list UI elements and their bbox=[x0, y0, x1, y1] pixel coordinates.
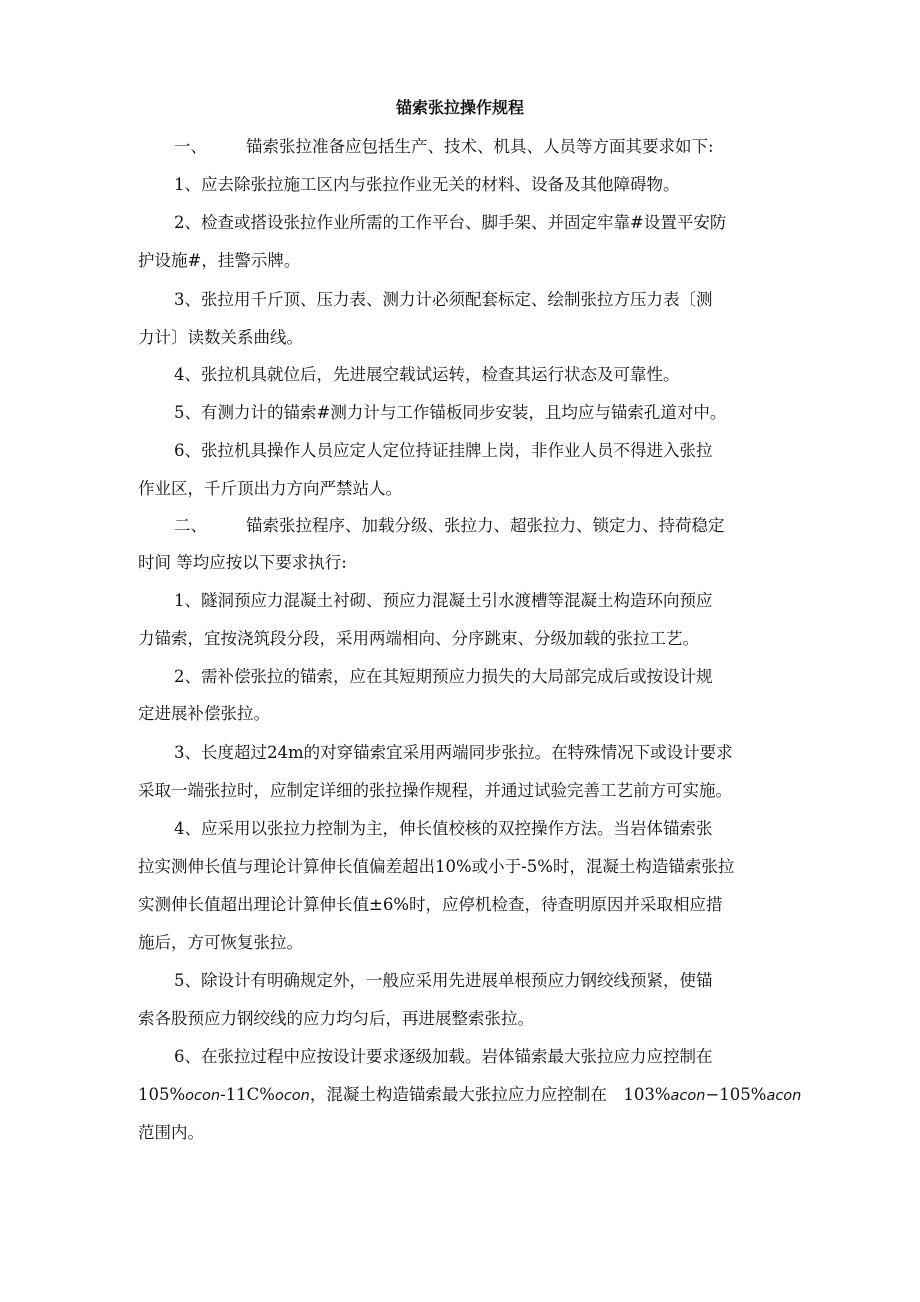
paragraph-line: 力锚索，宜按浇筑段分段，采用两端相向、分序跳束、分级加载的张拉工艺。 bbox=[138, 629, 699, 648]
paragraph-line: 作业区，千斤顶出力方向严禁站人。 bbox=[138, 479, 402, 498]
section-heading-2 bbox=[174, 515, 725, 537]
section-heading-1 bbox=[174, 136, 714, 158]
formula-part: ，混凝土构造锚索最大张拉应力应控制在 103% bbox=[309, 1085, 671, 1104]
formula-symbol: acon bbox=[670, 1088, 706, 1104]
paragraph-line: 1、应去除张拉施工区内与张拉作业无关的材料、设备及其他障碍物。 bbox=[174, 175, 680, 194]
formula-part: −105% bbox=[705, 1085, 767, 1104]
section-number: 一、 bbox=[174, 137, 207, 156]
paragraph-line: 4、应采用以张拉力控制为主，伸长值校核的双控操作方法。当岩体锚索张 bbox=[174, 819, 713, 838]
paragraph-line: 索各股预应力钢绞线的应力均匀后，再进展整索张拉。 bbox=[138, 1009, 534, 1028]
paragraph-line: 拉实测伸长值与理论计算伸长值偏差超出10%或小于-5%时，混凝土构造锚索张拉 bbox=[138, 857, 735, 876]
paragraph-line: 护设施#，挂警示牌。 bbox=[138, 251, 301, 270]
paragraph-line: 施后，方可恢复张拉。 bbox=[138, 933, 303, 952]
paragraph-line: 4、张拉机具就位后，先进展空载试运转，检查其运行状态及可靠性。 bbox=[174, 365, 680, 384]
paragraph-line: 3、张拉用千斤顶、压力表、测力计必须配套标定、绘制张拉方压力表〔测 bbox=[174, 290, 713, 309]
paragraph-line: 实测伸长值超出理论计算伸长值±6%时，应停机检查，待查明原因并采取相应措 bbox=[138, 895, 723, 914]
paragraph-line: 时间 等均应按以下要求执行: bbox=[138, 553, 347, 572]
section-text: 锚索张拉程序、加载分级、张拉力、超张拉力、锁定力、持荷稳定 bbox=[246, 516, 725, 535]
paragraph-line: 5、有测力计的锚索#测力计与工作锚板同步安装，且均应与锚索孔道对中。 bbox=[174, 403, 727, 422]
paragraph-line: 6、张拉机具操作人员应定人定位持证挂牌上岗，非作业人员不得进入张拉 bbox=[174, 441, 713, 460]
formula-symbol: ocon bbox=[274, 1088, 310, 1104]
paragraph-line: 2、检查或搭设张拉作业所需的工作平台、脚手架、并固定牢靠#设置平安防 bbox=[174, 213, 727, 232]
paragraph-line: 采取一端张拉时，应制定详细的张拉操作规程，并通过试验完善工艺前方可实施。 bbox=[138, 781, 732, 800]
document-title: 锚索张拉操作规程 bbox=[395, 98, 524, 117]
formula-part: 105% bbox=[138, 1085, 186, 1104]
paragraph-line: 范围内。 bbox=[138, 1123, 204, 1142]
paragraph-line: 力计〕读数关系曲线。 bbox=[138, 328, 303, 347]
paragraph-line: 3、长度超过24m的对穿锚索宜采用两端同步张拉。在特殊情况下或设计要求 bbox=[174, 743, 733, 762]
paragraph-line: 2、需补偿张拉的锚索，应在其短期预应力损失的大局部完成后或按设计规 bbox=[174, 667, 713, 686]
paragraph-line: 6、在张拉过程中应按设计要求逐级加载。岩体锚索最大张拉应力应控制在 bbox=[174, 1047, 713, 1066]
formula-line bbox=[138, 1084, 801, 1107]
section-text: 锚索张拉准备应包括生产、技术、机具、人员等方面其要求如下: bbox=[246, 137, 714, 156]
paragraph-line: 1、隧洞预应力混凝土衬砌、预应力混凝土引水渡槽等混凝土构造环向预应 bbox=[174, 591, 713, 610]
formula-symbol: ocon bbox=[185, 1088, 221, 1104]
section-number: 二、 bbox=[174, 516, 207, 535]
formula-symbol: acon bbox=[766, 1088, 802, 1104]
paragraph-line: 定进展补偿张拉。 bbox=[138, 704, 270, 723]
paragraph-line: 5、除设计有明确规定外，一般应采用先进展单根预应力钢绞线预紧，使锚 bbox=[174, 971, 713, 990]
formula-part: -11C% bbox=[220, 1085, 275, 1104]
